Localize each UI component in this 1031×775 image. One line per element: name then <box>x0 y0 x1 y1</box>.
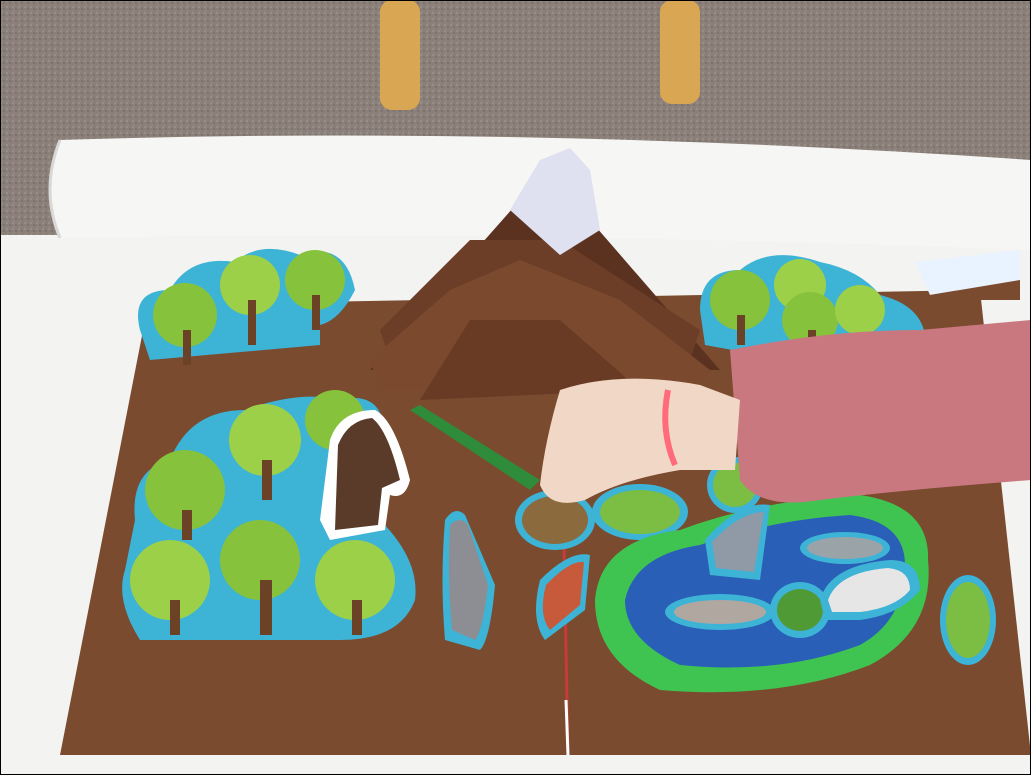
frog-cutout <box>770 582 830 638</box>
fish-cutout-2 <box>665 594 775 630</box>
fish-cutout-1 <box>800 532 890 564</box>
